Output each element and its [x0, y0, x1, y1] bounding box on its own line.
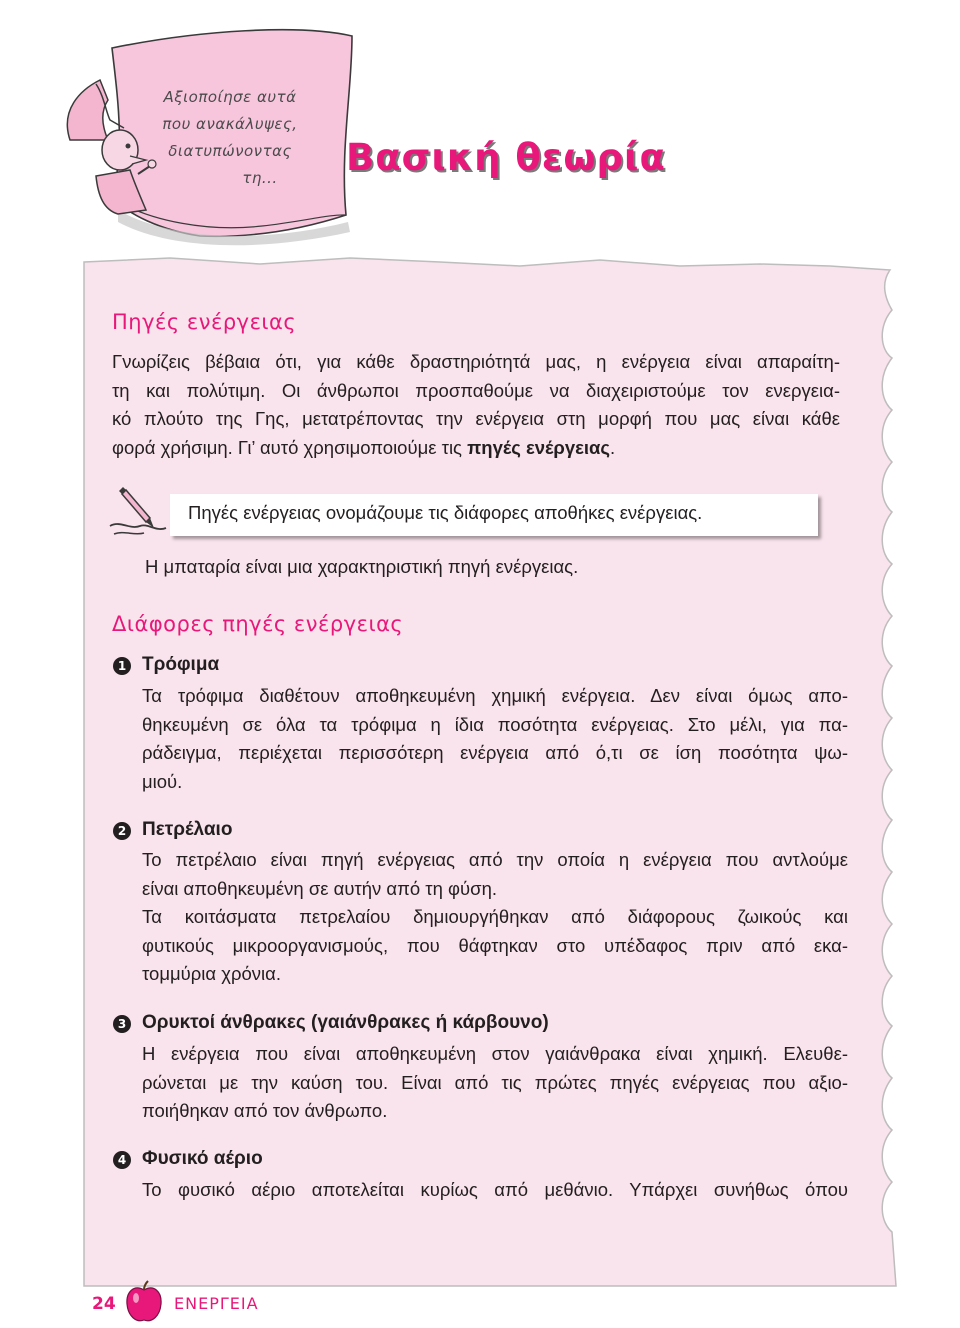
bold-term: πηγές ενέργειας — [467, 436, 611, 458]
banner-caption — [150, 84, 310, 192]
number-badge: 3 — [113, 1015, 131, 1033]
number-badge: 4 — [113, 1151, 131, 1169]
paragraph-line: θηκευμένη σε όλα τα τρόφιμα η ίδια ποσότητα ενέργειας. Στο μέλι, για πα- — [142, 713, 848, 735]
intro-paragraph — [112, 348, 840, 462]
item-paragraph — [142, 846, 848, 989]
banner-line: τη... — [242, 169, 278, 187]
item-heading: Ορυκτοί άνθρακες (γαιάνθρακες ή κάρβουνο) — [142, 1012, 549, 1033]
paragraph-line: φυτικούς μικροοργανισμούς, που θάφτηκαν στο υπέδαφος πριν από εκα- — [142, 934, 848, 956]
banner-line: Αξιοποίησε αυτά — [163, 88, 297, 106]
item-paragraph — [142, 1176, 848, 1205]
section-title-energy-sources: Πηγές ενέργειας — [112, 310, 297, 334]
number-badge: 2 — [113, 822, 131, 840]
paragraph-line: ποιήθηκαν από τον άνθρωπο. — [142, 1100, 388, 1121]
paragraph-text: φορά χρήσιμη. Γι’ αυτό χρησιμοποιούμε τις — [112, 436, 468, 458]
example-text: Η μπαταρία είναι μια χαρακτηριστική πηγή ενέργειας. — [145, 556, 579, 577]
paragraph-line: ρώνεται με την καύση του. Είναι από τις πρώτες πηγές ενέργειας που αξιο- — [142, 1071, 848, 1093]
paragraph-line: είναι αποθηκευμένη σε αυτήν από τη φύση. — [142, 877, 498, 899]
chapter-name: ΕΝΕΡΓΕΙΑ — [174, 1294, 259, 1313]
paragraph-line: Το φυσικό αέριο αποτελείται κυρίως από μεθάνιο. Υπάρχει συνήθως όπου — [142, 1179, 848, 1200]
paragraph-line: μιού. — [142, 770, 183, 792]
paragraph-line: Γνωρίζεις βέβαια ότι, για κάθε δραστηριότητά μας, η ενέργεια είναι απαραίτη- — [112, 351, 840, 372]
item-paragraph — [142, 682, 848, 796]
paragraph-line: ράδειγμα, περιέχεται περισσότερη ενέργεια από ό,τι σε ίση ποσότητα ψω- — [142, 742, 848, 763]
paragraph-line: Το πετρέλαιο είναι πηγή ενέργειας από την οποία η ενέργεια που αντλούμε — [142, 849, 848, 870]
page-number: 24 — [92, 1294, 116, 1314]
definition-text: Πηγές ενέργειας ονομάζουμε τις διάφορες αποθήκες ενέργειας. — [188, 502, 703, 523]
banner-line: διατυπώνοντας — [168, 142, 292, 160]
item-paragraph — [142, 1040, 848, 1126]
paragraph-line: Τα κοιτάσματα πετρελαίου δημιουργήθηκαν από διάφορους ζωικούς και — [142, 906, 848, 927]
number-badge: 1 — [113, 657, 131, 675]
item-heading: Πετρέλαιο — [142, 819, 233, 840]
pencil-note-icon — [104, 482, 174, 542]
item-heading: Φυσικό αέριο — [142, 1148, 263, 1169]
paragraph-line: κό πλούτο της Γης, μετατρέποντας την ενέργεια στη μορφή που μας είναι κάθε — [112, 408, 840, 429]
paragraph-line: τομμύρια χρόνια. — [142, 963, 281, 984]
paragraph-line: τη και πολύτιμη. Οι άνθρωποι προσπαθούμε να διαχειριστούμε τον ενεργεια- — [112, 379, 840, 401]
punctuation: . — [610, 436, 616, 458]
paragraph-line: Τα τρόφιμα διαθέτουν αποθηκευμένη χημική ενέργεια. Δεν είναι όμως απο- — [142, 685, 848, 706]
page-title: Βασική θεωρία — [346, 136, 666, 179]
header-banner — [0, 0, 960, 250]
apple-icon — [124, 1280, 164, 1324]
item-heading: Τρόφιμα — [142, 654, 220, 675]
section-title-various-sources: Διάφορες πηγές ενέργειας — [112, 612, 404, 636]
banner-line: που ανακάλυψες, — [162, 115, 298, 133]
paragraph-line: Η ενέργεια που είναι αποθηκευμένη στον γαιάνθρακα είναι χημική. Ελευθε- — [142, 1043, 848, 1064]
paragraph-line-last — [112, 434, 840, 463]
